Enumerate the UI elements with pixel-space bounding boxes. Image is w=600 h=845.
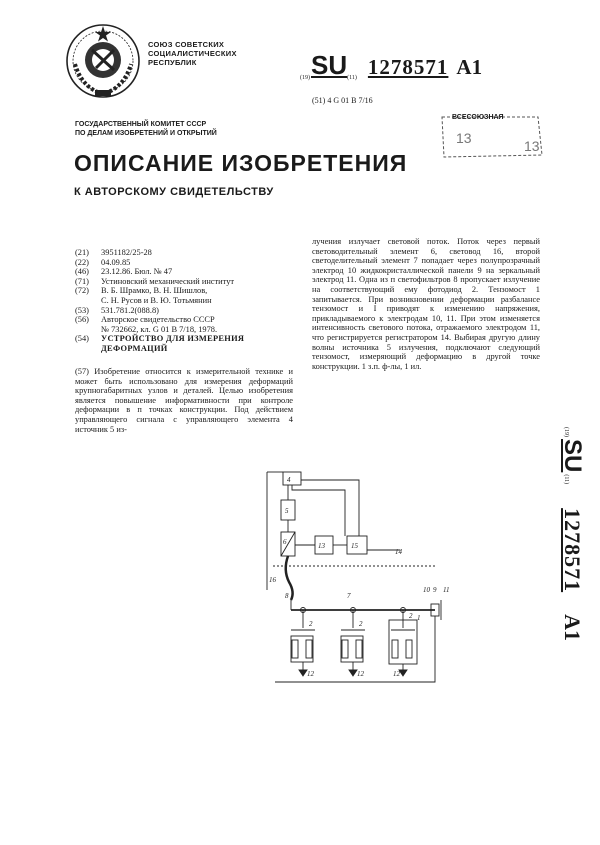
- svg-text:13: 13: [456, 130, 472, 146]
- inid-code: (72): [75, 286, 89, 296]
- committee-name: [75, 120, 217, 138]
- biblio-row: [75, 315, 295, 325]
- label-1: 1: [417, 614, 421, 622]
- country-code: SU: [311, 50, 348, 80]
- biblio-value: № 732662, кл. G 01 B 7/18, 1978.: [101, 324, 218, 334]
- label-6: 6: [283, 538, 287, 546]
- side-inid-code-19: (19): [563, 427, 569, 437]
- biblio-row: [75, 267, 295, 277]
- label-11: 11: [443, 586, 450, 594]
- label-12: 12: [357, 670, 364, 678]
- svg-text:13: 13: [524, 138, 540, 154]
- label-13: 13: [318, 542, 325, 550]
- committee-line: ПО ДЕЛАМ ИЗОБРЕТЕНИЙ И ОТКРЫТИЙ: [75, 130, 217, 137]
- inid-code-11: (11): [347, 75, 357, 81]
- invention-title: ДЕФОРМАЦИЙ: [101, 343, 168, 353]
- side-patent-number: 1278571: [560, 508, 585, 593]
- document-title: ОПИСАНИЕ ИЗОБРЕТЕНИЯ: [74, 150, 408, 176]
- side-publication-number: [546, 425, 586, 725]
- biblio-row: [75, 277, 295, 287]
- label-9: 9: [433, 586, 437, 594]
- biblio-row: [75, 334, 295, 344]
- inid-code: [75, 296, 101, 306]
- biblio-value: В. Б. Шрамко, В. Н. Шишлов,: [101, 286, 208, 296]
- bibliographic-data: [75, 248, 295, 354]
- stamp-text: ВСЕСОЮЗНАЯ: [452, 114, 504, 121]
- biblio-row: [75, 286, 295, 296]
- abstract-column-right: лучения излучает световой поток. Поток через первый световодительный элемент 6, световод 16, второй светоделительный элемент 7 попадает через полупрозрачный электрод 10 жидкокристаллической панели 9 на зеркальный электрод 11. Одна из п светофильтров 8 пропускает излучение на соответствующий ему фотодиод 2. Тензомост 1 запитывается. При возникновении деформации разбалансе тензомост и I приводят к изменению напряжения, прикладываемого к электродам 10, 11. При этом изменяется интенсивность светового потока, отражаемого электродом 11, что регистрируется регистратором 14. Выбирая другую длину волны источника 5 излучения, подключают следующий тензомост, измеряющий деформацию в другой точке конструкции. 1 з.п. ф-лы, 1 ил.: [312, 237, 540, 371]
- biblio-value: 04.09.85: [101, 257, 131, 267]
- biblio-row: [75, 344, 295, 354]
- label-2: 2: [409, 612, 413, 620]
- label-15: 15: [351, 542, 358, 550]
- invention-title: УСТРОЙСТВО ДЛЯ ИЗМЕРЕНИЯ: [101, 334, 245, 344]
- biblio-row: [75, 325, 295, 335]
- inid-code-19: (19): [300, 75, 310, 81]
- patent-number: 1278571: [367, 55, 449, 79]
- org-line: СОЮЗ СОВЕТСКИХ: [148, 40, 225, 49]
- circuit-diagram: [255, 470, 455, 700]
- biblio-value: Авторское свидетельство СССР: [101, 315, 215, 325]
- signal-line: [301, 480, 359, 536]
- biblio-value: 23.12.86. Бюл. № 47: [101, 267, 173, 277]
- label-10: 10: [423, 586, 430, 594]
- org-line: СОЦИАЛИСТИЧЕСКИХ: [148, 49, 237, 58]
- inid-code: (54): [75, 334, 89, 344]
- label-8: 8: [285, 592, 289, 600]
- inid-code: (21): [75, 248, 89, 257]
- biblio-value: С. Н. Русов и В. Ю. Тотьмянин: [101, 295, 212, 305]
- filter-branch-1: [291, 608, 315, 677]
- document-subtitle: К АВТОРСКОМУ СВИДЕТЕЛЬСТВУ: [74, 186, 274, 198]
- ipc-classification: (51) 4 G 01 B 7/16: [312, 96, 373, 105]
- inid-code: [75, 344, 101, 354]
- publication-number: [300, 50, 482, 81]
- inid-code: (53): [75, 305, 89, 315]
- label-16: 16: [269, 576, 276, 584]
- side-kind-code: A1: [560, 614, 585, 642]
- biblio-row: [75, 248, 295, 258]
- inid-code: (56): [75, 315, 89, 325]
- filter-branch-3: [389, 608, 417, 677]
- biblio-row: [75, 306, 295, 316]
- signal-line: [292, 485, 345, 536]
- inid-code: (22): [75, 257, 89, 267]
- side-inid-code-11: (11): [563, 474, 569, 485]
- filter-branch-2: [341, 608, 365, 677]
- org-line: РЕСПУБЛИК: [148, 58, 197, 67]
- label-14: 14: [395, 548, 402, 556]
- committee-line: ГОСУДАРСТВЕННЫЙ КОМИТЕТ СССР: [75, 121, 207, 128]
- label-2: 2: [359, 620, 363, 628]
- label-12: 12: [393, 670, 400, 678]
- label-7: 7: [347, 592, 351, 600]
- ussr-emblem: [62, 20, 144, 102]
- label-12: 12: [307, 670, 314, 678]
- label-2: 2: [309, 620, 313, 628]
- inid-code: (46): [75, 267, 89, 277]
- kind-code: A1: [456, 55, 483, 79]
- biblio-value: 531.781.2(088.8): [101, 305, 159, 315]
- inid-code: [75, 325, 101, 335]
- control-element-box: [283, 472, 301, 485]
- label-4: 4: [287, 476, 291, 484]
- abstract-column-left: (57) Изобретение относится к измерительной технике и может быть использовано для измерения деформаций крупногабаритных узлов и деталей. Целью изобретения является повышение информативности при контроле деформации в п точках конструкции. Под действием управляющего сигнала с управляющего элемента 4 источник 5 из-: [75, 367, 293, 434]
- side-country-code: SU: [559, 439, 586, 473]
- biblio-row: [75, 258, 295, 268]
- label-5: 5: [285, 507, 289, 515]
- biblio-row: [75, 296, 295, 306]
- biblio-value: 3951182/25-28: [101, 248, 152, 257]
- union-name: [148, 40, 237, 67]
- inid-code: (71): [75, 276, 89, 286]
- biblio-value: Устиновский механический институт: [101, 276, 235, 286]
